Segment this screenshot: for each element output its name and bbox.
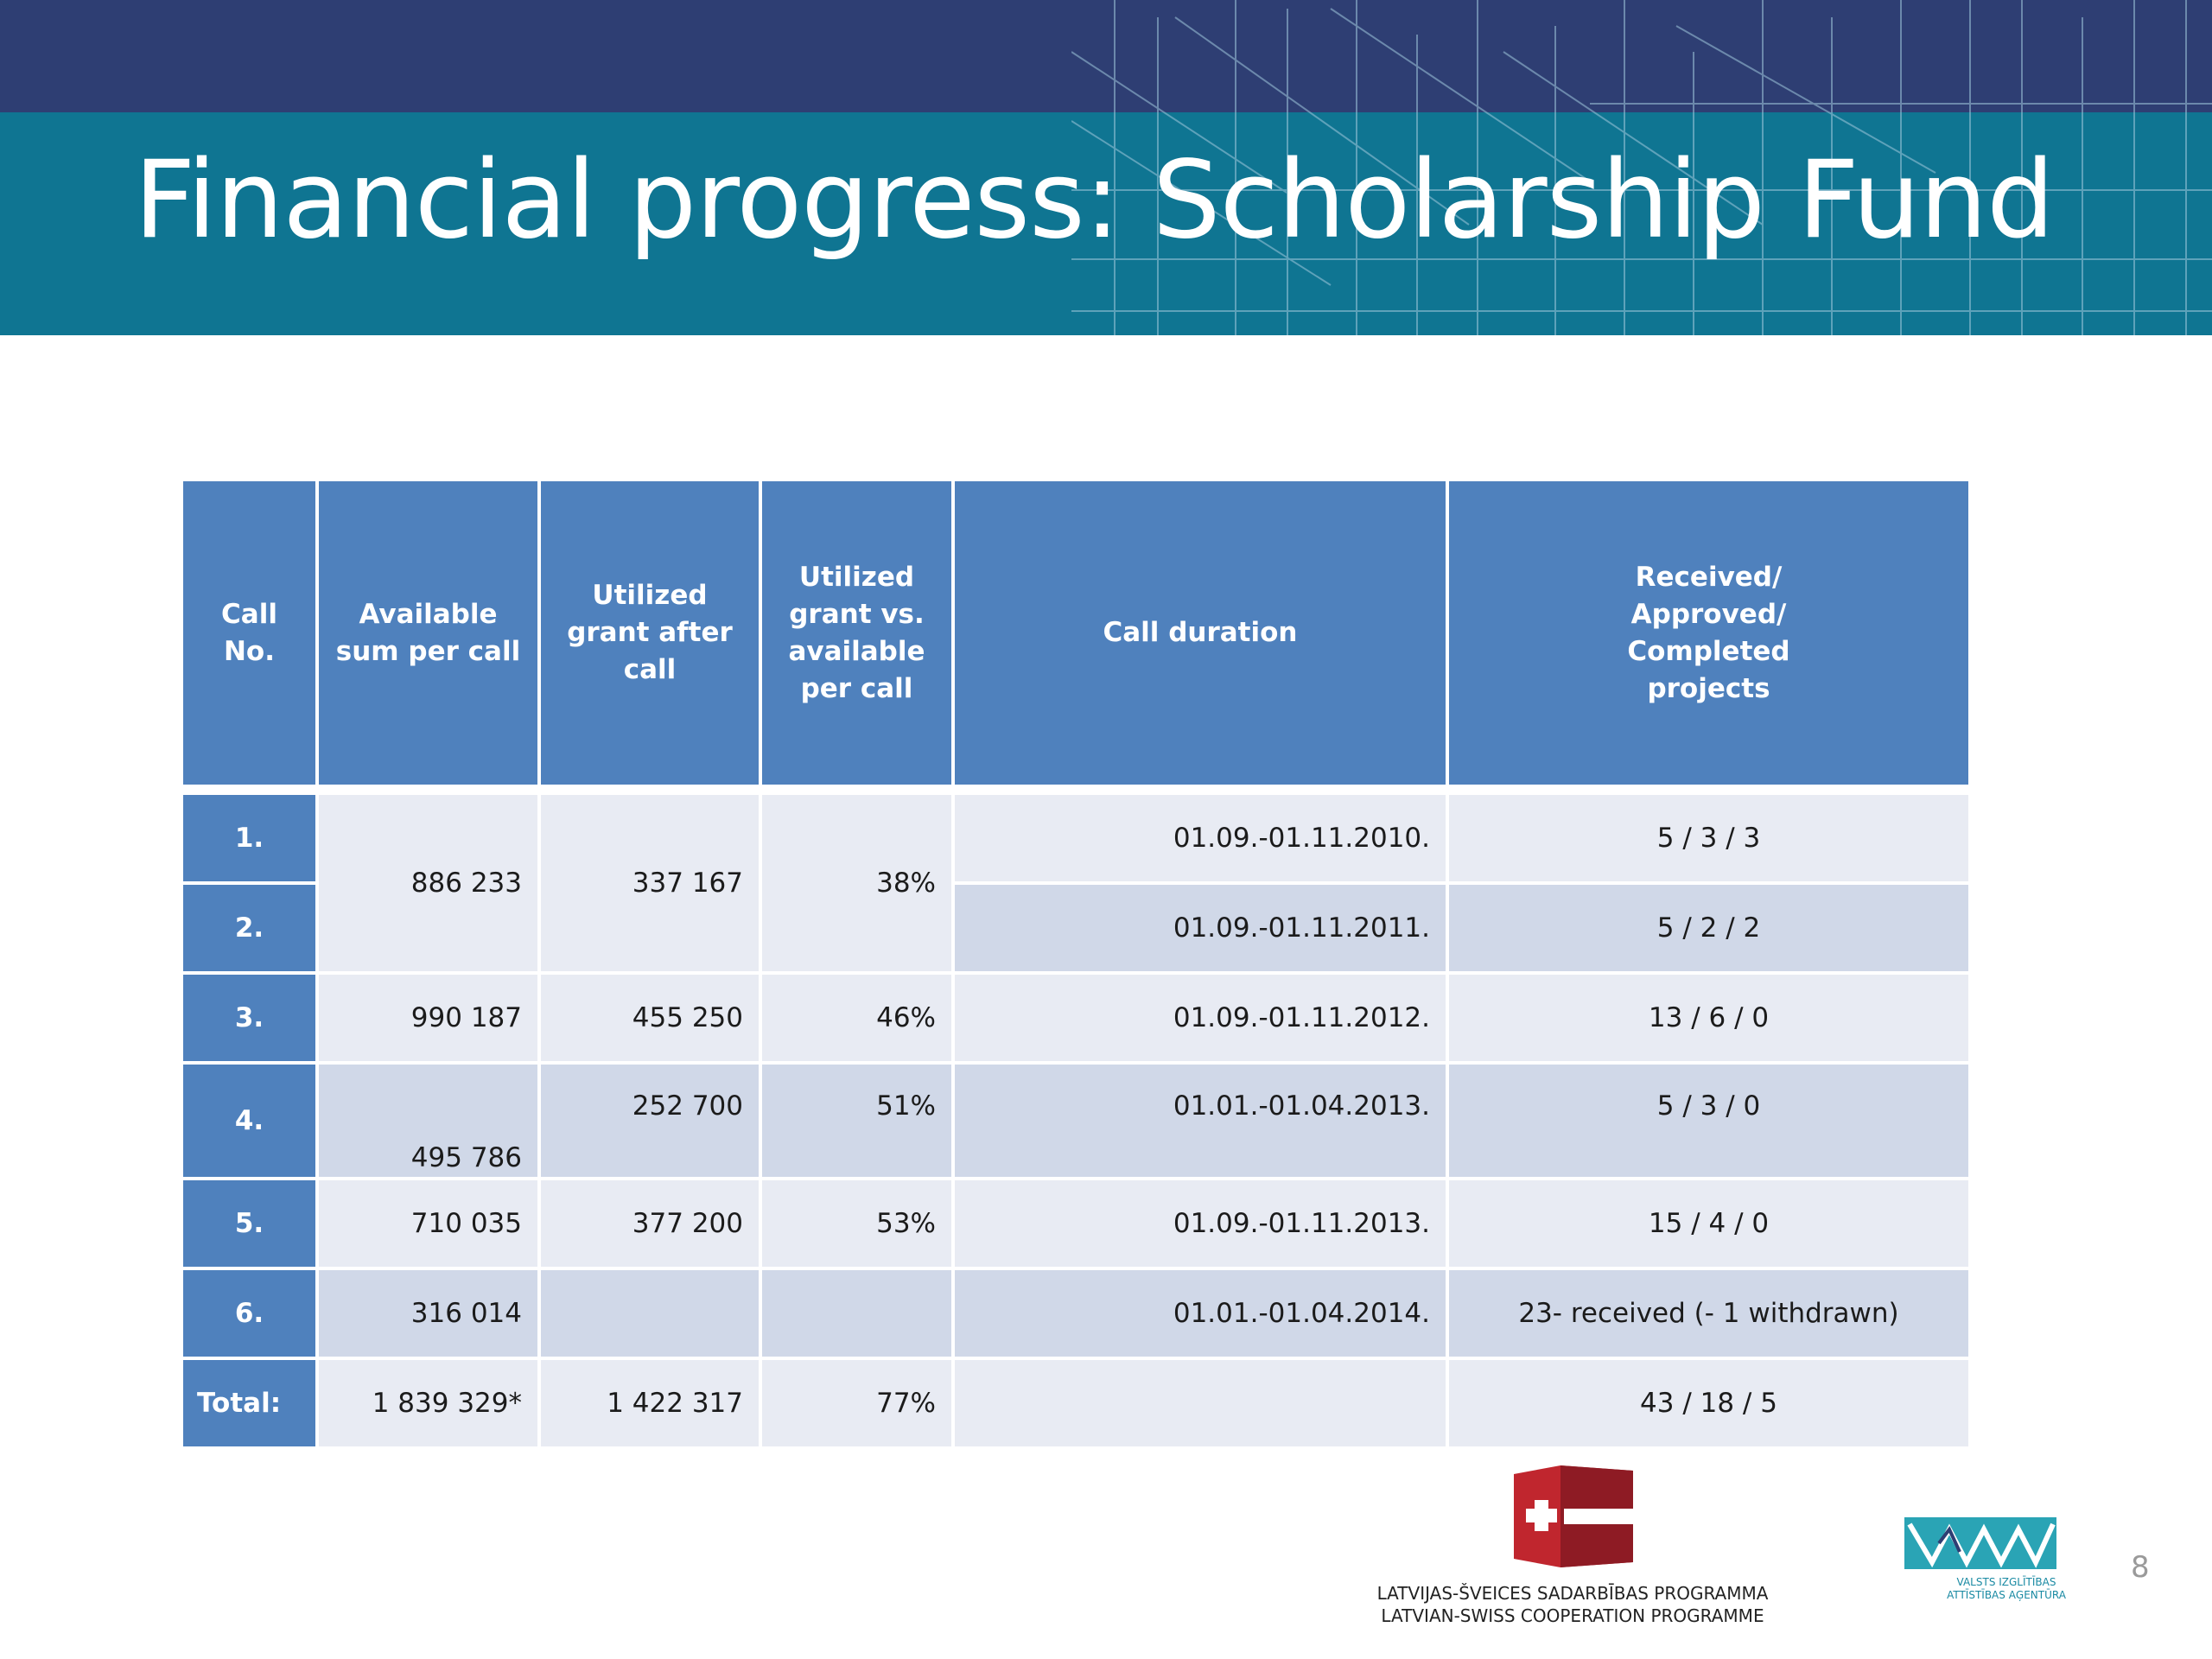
projects-cell: 13 / 6 / 0 (1449, 971, 1972, 1061)
header-call-no: Call No. (183, 481, 319, 785)
call-duration-cell: 01.09.-01.11.2012. (955, 971, 1449, 1061)
viaa-agency-name (1929, 1576, 2084, 1602)
available-sum-cell: 886 233 (319, 785, 541, 971)
call-no-cell: 5. (183, 1177, 319, 1267)
utilized-grant-cell: 252 700 (541, 1061, 762, 1177)
call-no-cell: 2. (183, 881, 319, 971)
call-no-cell: 4. (183, 1061, 319, 1177)
utilized-grant-cell (541, 1267, 762, 1357)
ratio-cell: 38% (762, 785, 955, 971)
latvian-swiss-flag-logo (1507, 1464, 1637, 1569)
programme-name-lv: LATVIJAS-ŠVEICES SADARBĪBAS PROGRAMMA (1376, 1583, 1769, 1604)
projects-cell: 5 / 3 / 0 (1449, 1061, 1972, 1177)
table-header-row (183, 481, 1972, 785)
call-duration-cell: 01.01.-01.04.2014. (955, 1267, 1449, 1357)
utilized-grant-cell: 337 167 (541, 785, 762, 971)
available-sum-cell: 316 014 (319, 1267, 541, 1357)
total-available-cell: 1 839 329* (319, 1357, 541, 1446)
total-ratio-cell: 77% (762, 1357, 955, 1446)
call-duration-cell: 01.09.-01.11.2011. (955, 881, 1449, 971)
projects-cell: 23- received (- 1 withdrawn) (1449, 1267, 1972, 1357)
utilized-grant-cell: 455 250 (541, 971, 762, 1061)
projects-cell: 5 / 3 / 3 (1449, 785, 1972, 881)
table-row (183, 971, 1972, 1061)
table-row (183, 1177, 1972, 1267)
ratio-cell: 46% (762, 971, 955, 1061)
total-projects-cell: 43 / 18 / 5 (1449, 1357, 1972, 1446)
ratio-cell (762, 1267, 955, 1357)
table-row (183, 1061, 1972, 1177)
header-available-sum: Available sum per call (319, 481, 541, 785)
call-no-cell: 1. (183, 785, 319, 881)
viaa-logo (1904, 1517, 2060, 1573)
available-sum-cell: 495 786 (319, 1061, 541, 1177)
ratio-cell: 51% (762, 1061, 955, 1177)
total-utilized-cell: 1 422 317 (541, 1357, 762, 1446)
available-sum-cell: 710 035 (319, 1177, 541, 1267)
programme-name-en: LATVIAN-SWISS COOPERATION PROGRAMME (1381, 1605, 1764, 1626)
slide-title: Financial progress: Scholarship Fund (134, 138, 2054, 263)
ratio-cell: 53% (762, 1177, 955, 1267)
table-total-row (183, 1357, 1972, 1446)
call-duration-cell: 01.09.-01.11.2013. (955, 1177, 1449, 1267)
call-no-cell: 6. (183, 1267, 319, 1357)
call-duration-cell: 01.01.-01.04.2013. (955, 1061, 1449, 1177)
projects-cell: 15 / 4 / 0 (1449, 1177, 1972, 1267)
header-utilized-grant: Utilized grant after call (541, 481, 762, 785)
total-duration-cell (955, 1357, 1449, 1446)
header-utilized-vs-available: Utilized grant vs. available per call (762, 481, 955, 785)
page-number: 8 (2131, 1550, 2150, 1585)
projects-cell: 5 / 2 / 2 (1449, 881, 1972, 971)
table-row (183, 1267, 1972, 1357)
header-call-duration: Call duration (955, 481, 1449, 785)
total-label-cell: Total: (183, 1357, 319, 1446)
available-sum-cell: 990 187 (319, 971, 541, 1061)
table-row (183, 785, 1972, 881)
agency-line-2: ATTĪSTĪBAS AĢENTŪRA (1947, 1589, 2066, 1601)
header-projects: Received/ Approved/ Completed projects (1449, 481, 1972, 785)
call-no-cell: 3. (183, 971, 319, 1061)
agency-line-1: VALSTS IZGLĪTĪBAS (1956, 1576, 2056, 1588)
call-duration-cell: 01.09.-01.11.2010. (955, 785, 1449, 881)
scholarship-fund-table (183, 481, 1972, 1446)
utilized-grant-cell: 377 200 (541, 1177, 762, 1267)
